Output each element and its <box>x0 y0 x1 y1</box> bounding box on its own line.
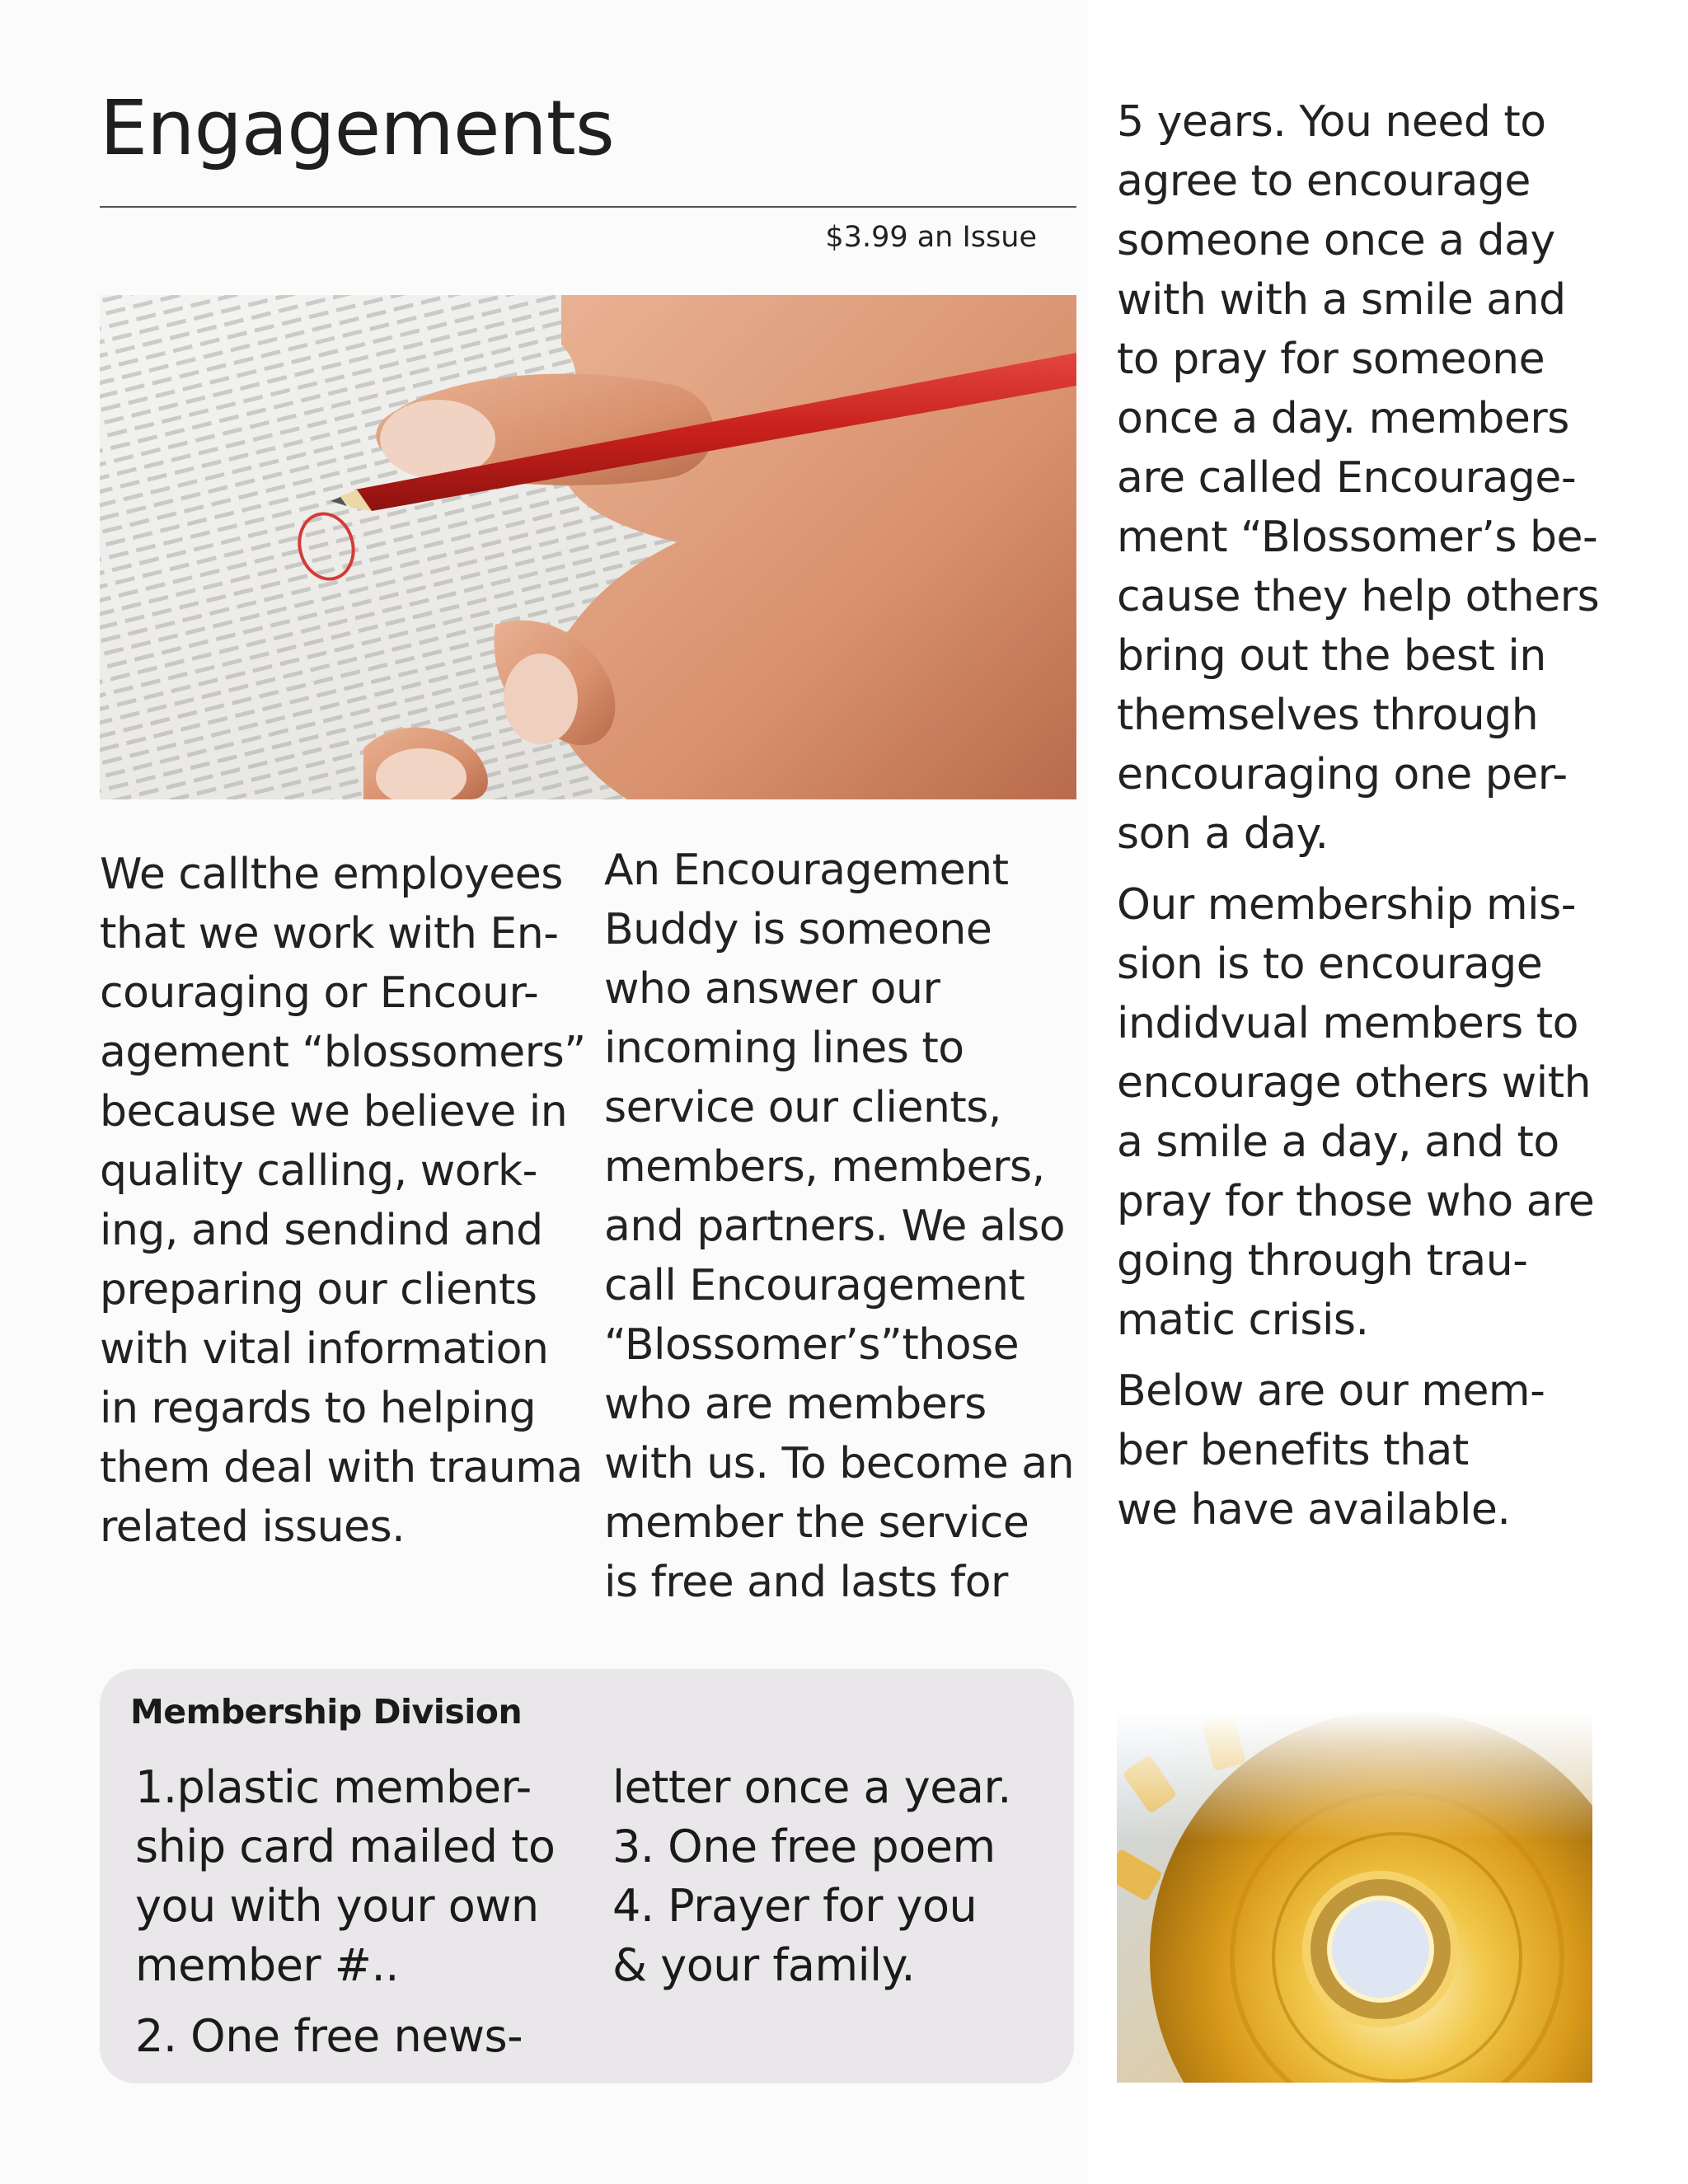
text-line: bring out the best in <box>1117 631 1546 681</box>
text-line: them deal with trauma <box>100 1443 583 1493</box>
text-line: encouraging one per- <box>1117 750 1568 799</box>
text-line: Buddy is someone <box>604 905 992 954</box>
text-line: son a day. <box>1117 809 1329 859</box>
article-column-1 <box>100 845 586 1557</box>
benefit-line: 3. One free poem <box>612 1821 996 1872</box>
title-divider <box>100 206 1076 208</box>
text-line: ing, and sendind and <box>100 1206 543 1255</box>
text-line: quality calling, work- <box>100 1146 537 1196</box>
text-line: matic crisis. <box>1117 1296 1369 1345</box>
paragraph-benefits-intro <box>1117 1361 1611 1540</box>
paragraph-mission <box>1117 875 1611 1350</box>
text-line: with vital information <box>100 1324 549 1374</box>
benefit-line: member #.. <box>135 1939 399 1991</box>
benefit-line: letter once a year. <box>612 1761 1011 1813</box>
text-line: because we believe in <box>100 1087 568 1137</box>
benefit-line: 2. One free news- <box>135 2010 523 2062</box>
text-line: and partners. We also <box>604 1202 1066 1251</box>
benefit-line: ship card mailed to <box>135 1821 556 1872</box>
text-line: member the service <box>604 1498 1029 1548</box>
issue-price: $3.99 an Issue <box>825 221 1037 254</box>
text-line: who are members <box>604 1380 987 1429</box>
text-line: ber benefits that <box>1117 1426 1469 1475</box>
text-line: encourage others with <box>1117 1058 1592 1108</box>
text-line: a smile a day, and to <box>1117 1118 1559 1167</box>
text-line: “Blossomer’s”those <box>604 1320 1020 1370</box>
membership-box-title: Membership Division <box>130 1692 523 1732</box>
benefit-line: 4. Prayer for you <box>612 1880 978 1932</box>
text-line: agement “blossomers” <box>100 1028 586 1077</box>
text-line: that we work with En- <box>100 909 559 958</box>
benefits-column-2 <box>612 1758 1011 1995</box>
text-line: with with a smile and <box>1117 275 1566 325</box>
text-line: in regards to helping <box>100 1384 537 1433</box>
text-line: members, members, <box>604 1142 1045 1192</box>
text-line: someone once a day <box>1117 216 1555 265</box>
text-line: indidvual members to <box>1117 999 1578 1048</box>
benefit-line: 1.plastic member- <box>135 1761 532 1813</box>
text-line: to pray for someone <box>1117 335 1545 384</box>
hand-pen-photo <box>100 295 1076 799</box>
text-line: themselves through <box>1117 691 1539 740</box>
text-line: incoming lines to <box>604 1024 964 1073</box>
gear-photo <box>1117 1710 1592 2083</box>
text-line: related issues. <box>100 1502 406 1552</box>
text-line: sion is to encourage <box>1117 940 1543 989</box>
article-column-2 <box>604 841 1078 1612</box>
text-line: couraging or Encour- <box>100 968 539 1018</box>
membership-division-box <box>100 1669 1074 2083</box>
text-line: are called Encourage- <box>1117 453 1577 503</box>
text-line: 5 years. You need to <box>1117 97 1546 147</box>
text-line: service our clients, <box>604 1083 1001 1132</box>
text-line: pray for those who are <box>1117 1177 1595 1226</box>
text-line: cause they help others <box>1117 572 1600 621</box>
text-line: we have available. <box>1117 1485 1511 1535</box>
benefits-column-1 <box>135 1758 555 2066</box>
text-line: with us. To become an <box>604 1439 1075 1488</box>
text-line: preparing our clients <box>100 1265 537 1315</box>
benefit-line: & your family. <box>612 1939 915 1991</box>
text-line: who answer our <box>604 964 940 1014</box>
text-line: ment “Blossomer’s be- <box>1117 513 1598 562</box>
text-line: is free and lasts for <box>604 1558 1008 1607</box>
text-line: An Encouragement <box>604 846 1009 895</box>
benefit-line: you with your own <box>135 1880 539 1932</box>
article-column-3 <box>1117 92 1611 1540</box>
page-title: Engagements <box>100 84 614 172</box>
text-line: call Encouragement <box>604 1261 1025 1310</box>
text-line: Our membership mis- <box>1117 880 1576 930</box>
text-line: We callthe employees <box>100 850 563 899</box>
text-line: Below are our mem- <box>1117 1366 1545 1416</box>
text-line: once a day. members <box>1117 394 1569 443</box>
paragraph-terms <box>1117 92 1611 864</box>
text-line: agree to encourage <box>1117 157 1531 206</box>
text-line: going through trau- <box>1117 1236 1528 1286</box>
